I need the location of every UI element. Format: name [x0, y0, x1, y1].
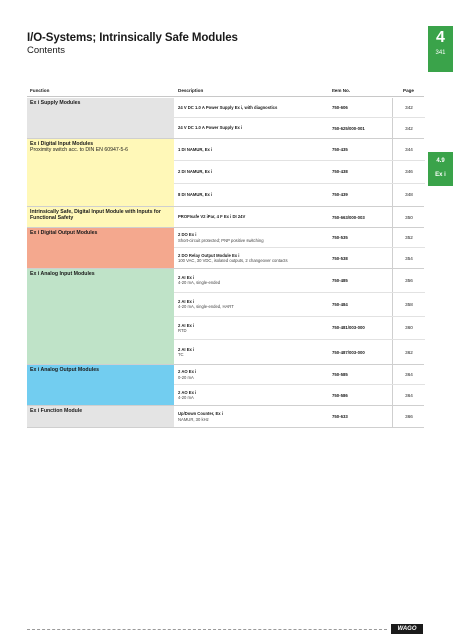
row-title: Up/Down Counter, Ex i	[178, 411, 223, 417]
footer-divider	[27, 629, 387, 630]
table-group	[27, 365, 424, 406]
row-title: 1 DI NAMUR, Ex i	[178, 147, 213, 153]
description-cell	[174, 147, 330, 152]
row-subtitle: 4-20 mA, single-ended, HART	[178, 304, 234, 310]
table-row[interactable]	[174, 161, 425, 183]
page-reference[interactable]: 360	[392, 317, 425, 340]
page-reference[interactable]: 364	[392, 385, 425, 405]
item-number: 750-633	[332, 414, 348, 419]
item-number: 750-606	[332, 105, 348, 110]
row-title: 2 AO Ex i	[178, 389, 197, 395]
description-cell	[174, 369, 330, 379]
table-row[interactable]	[174, 248, 425, 268]
page-reference[interactable]: 342	[392, 98, 425, 117]
row-title: 24 V DC 1.0 A Power Supply Ex i, with diagnostics	[178, 104, 278, 110]
item-number: 750-487/003-000	[332, 349, 365, 355]
item-number: 750-439	[332, 192, 348, 198]
group-name: Ex i Function Module	[30, 408, 83, 414]
table-group	[27, 269, 424, 365]
row-title: 2 AI Ex i	[178, 346, 195, 352]
page-number: 341	[435, 50, 446, 56]
group-name: Intrinsically Safe, Digital Input Module with Inputs for Functional Safety	[30, 209, 161, 222]
description-cell	[174, 411, 330, 421]
row-subtitle: 100 VAC, 30 VDC, isolated outputs, 2 changeover contacts	[178, 258, 288, 263]
group-name: Ex i Analog Output Modules	[30, 367, 99, 373]
page-reference[interactable]: 364	[392, 365, 425, 384]
table-group	[27, 228, 424, 269]
table-row[interactable]	[174, 118, 425, 138]
row-title: 2 AI Ex i	[178, 275, 195, 281]
row-subtitle: Short-circuit protected; PNP positive switching	[178, 237, 264, 243]
description-cell	[174, 275, 330, 285]
section-label: Ex i	[435, 172, 446, 178]
row-subtitle: 0-20 mA	[178, 374, 194, 380]
page-reference[interactable]: 342	[392, 118, 425, 138]
description-cell	[174, 323, 330, 333]
section-tab[interactable]	[428, 152, 453, 186]
table-row[interactable]	[174, 385, 425, 405]
table-row[interactable]	[174, 139, 425, 161]
table-row[interactable]	[174, 207, 425, 227]
column-function: Function	[30, 88, 50, 93]
description-cell	[174, 299, 330, 309]
row-title: 8 DI NAMUR, Ex i	[178, 192, 213, 198]
group-subtitle: Proximity switch acc. to DIN EN 60947-5-6	[30, 147, 129, 154]
group-name: Ex i Digital Output Modules	[30, 230, 98, 236]
row-title: 2 AO Ex i	[178, 369, 197, 375]
group-function-cell	[27, 365, 174, 405]
page-title: I/O-Systems; Intrinsically Safe Modules	[27, 32, 238, 44]
table-group	[27, 139, 424, 207]
description-cell	[174, 347, 330, 357]
page-reference[interactable]: 344	[392, 139, 425, 160]
page-subtitle: Contents	[27, 45, 66, 56]
group-function-cell	[27, 139, 174, 206]
description-cell	[174, 214, 330, 219]
item-number: 750-625/000-001	[332, 125, 365, 131]
page-reference[interactable]: 356	[392, 269, 425, 292]
section-number: 4.9	[436, 158, 445, 164]
chapter-number: 4	[436, 29, 445, 46]
row-title: 2 AI Ex i	[178, 298, 195, 304]
table-row[interactable]	[174, 406, 425, 427]
page-reference[interactable]: 348	[392, 184, 425, 206]
wago-logo: WAGO	[391, 624, 423, 634]
table-header	[27, 86, 424, 97]
description-cell	[174, 105, 330, 110]
description-cell	[174, 232, 330, 242]
chapter-tab[interactable]	[428, 26, 453, 72]
page-reference[interactable]: 358	[392, 293, 425, 316]
table-row[interactable]	[174, 269, 425, 293]
group-name: Ex i Analog Input Modules	[30, 271, 95, 277]
table-row[interactable]	[174, 98, 425, 118]
row-subtitle: NAMUR, 30 kHz	[178, 416, 209, 422]
table-row[interactable]	[174, 365, 425, 385]
row-subtitle: RTD	[178, 327, 187, 333]
row-title: 2 DO Relay Output Module Ex i	[178, 252, 240, 258]
row-title: PROFIsafe V2 iPar, 4 F Ex i DI 24V	[178, 214, 246, 220]
page-reference[interactable]: 354	[392, 248, 425, 268]
table-row[interactable]	[174, 293, 425, 317]
group-function-cell	[27, 207, 174, 227]
item-number: 750-585	[332, 372, 348, 377]
table-group	[27, 98, 424, 139]
row-title: 2 AI Ex i	[178, 322, 195, 328]
table-row[interactable]	[174, 340, 425, 364]
group-name: Ex i Supply Modules	[30, 100, 81, 106]
table-row[interactable]	[174, 184, 425, 206]
item-number: 750-481/003-000	[332, 325, 365, 331]
column-page: Page	[403, 88, 414, 93]
item-number: 750-438	[332, 169, 348, 175]
description-cell	[174, 253, 330, 263]
column-item-no: Item No.	[332, 88, 351, 93]
table-row[interactable]	[174, 317, 425, 341]
row-subtitle: TC	[178, 352, 184, 358]
table-group	[27, 207, 424, 228]
page-reference[interactable]: 366	[392, 406, 425, 427]
group-function-cell	[27, 406, 174, 427]
table-group	[27, 406, 424, 428]
item-number: 750-586	[332, 392, 348, 398]
column-description: Description	[178, 88, 204, 93]
item-number: 750-484	[332, 301, 348, 307]
item-number: 750-485	[332, 277, 348, 283]
group-function-cell	[27, 228, 174, 268]
row-subtitle: 4-20 mA	[178, 395, 194, 400]
group-name: Ex i Digital Input Modules	[30, 141, 94, 147]
table-row[interactable]	[174, 228, 425, 248]
page-reference[interactable]: 362	[392, 340, 425, 364]
item-number: 750-538	[332, 255, 348, 261]
row-title: 24 V DC 1.0 A Power Supply Ex i	[178, 125, 243, 131]
group-function-cell	[27, 98, 174, 138]
item-number: 750-435	[332, 147, 348, 153]
item-number: 750-663/000-003	[332, 214, 365, 220]
group-function-cell	[27, 269, 174, 364]
row-title: 2 DO Ex i	[178, 232, 197, 238]
description-cell	[174, 125, 330, 130]
page-reference[interactable]: 352	[392, 228, 425, 247]
contents-table	[27, 98, 424, 428]
description-cell	[174, 390, 330, 400]
page-reference[interactable]: 346	[392, 161, 425, 182]
item-number: 750-535	[332, 235, 348, 240]
row-title: 2 DI NAMUR, Ex i	[178, 169, 213, 175]
description-cell	[174, 169, 330, 174]
page-reference[interactable]: 350	[392, 207, 425, 227]
row-subtitle: 4-20 mA, single-ended	[178, 280, 221, 286]
description-cell	[174, 192, 330, 197]
